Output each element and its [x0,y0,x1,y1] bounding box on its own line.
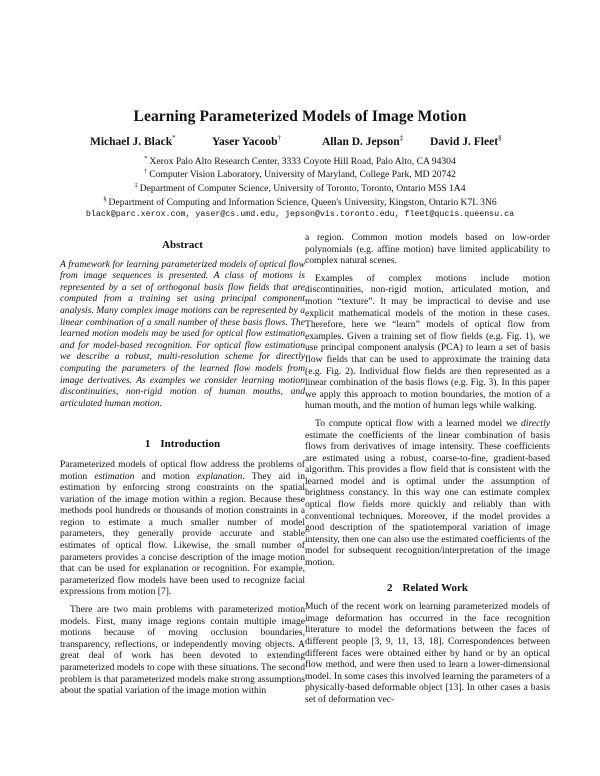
intro-paragraph-4: Examples of complex motions include motion discontinuities, non-rigid motion, articulated motion, and motion “texture”. It may be impractical to devise and use explicit mathematical models of the motion in these cases. Therefore, here we “learn” models of optical flow from examples. Given a training set of flow fields (e.g. Fig. 1), we use principal component analysis (PCA) to learn a set of basis flow fields that can be used to approximate the training data (e.g. Fig. 2). Individual flow fields are then represented as a linear combination of the basis flows (e.g. Fig. 3). In this paper we apply this approach to motion boundaries, the motion of a human mouth, and the motion of human legs while walking. [305,272,550,412]
author-black: Michael J. Black* [90,134,176,148]
affiliation-queens: § Department of Computing and Information Science, Queen's University, Kingston, Ontario K7L 3N6 [103,196,497,208]
right-column [305,232,550,706]
author-fleet: David J. Fleet§ [430,134,502,148]
intro-paragraph-1: Parameterized models of optical flow address the problems of motion estimation and motion explanation. They aid in estimation by enforcing strong constraints on the spatial variation of the image motion within a region. Because these methods pool hundreds or thousands of motion constraints in a region to estimate a much smaller number of model parameters, they generally provide accurate and stable estimates of optical flow. Likewise, the small number of parameters provides a concise description of the image motion that can be used for explanation or recognition. For example, parameterized flow models have been used to recognize facial expressions from motion [7]. [60,458,305,598]
intro-paragraph-5: To compute optical flow with a learned model we directly estimate the coefficients of the linear combination of basis flows from derivatives of image intensity. These coefficients are estimated using a robust, coarse-to-fine, gradient-based algorithm. This provides a flow field that is consistent with the learned model and is optimal under the assumption of brightness constancy. In this way one can estimate complex optical flow fields more quickly and reliably than with conventional techniques. Moreover, if the model provides a good description of the spatiotemporal variation of image intensity, then one can also use the estimated coefficients of the model for subsequent recognition/interpretation of the image motion. [305,417,550,569]
affiliation-maryland: † Computer Vision Laboratory, University of Maryland, College Park, MD 20742 [144,168,456,180]
author-jepson: Allan D. Jepson‡ [322,134,404,148]
affiliation-toronto: ‡ Department of Computer Science, University of Toronto, Toronto, Ontario M5S 1A4 [134,182,466,194]
author-yacoob: Yaser Yacoob† [212,134,281,148]
author-emails: black@parc.xerox.com, yaser@cs.umd.edu, jepson@vis.toronto.edu, fleet@qucis.queensu.ca [85,210,515,219]
section-heading-related-work: 2 Related Work [387,581,468,594]
section-heading-introduction: 1 Introduction [144,438,221,451]
intro-paragraph-3: a region. Common motion models based on low-order polynomials (e.g. affine motion) have limited applicability to complex natural scenes. [305,232,550,267]
abstract-text: A framework for learning parameterized models of optical flow from image sequences is presented. A class of motions is represented by a set of orthogonal basis flow fields that are computed from a training set using principal component analysis. Many complex image motions can be represented by a linear combination of a small number of these basis flows. The learned motion models may be used for optical flow estimation and for model-based recognition. For optical flow estimation we describe a robust, multi-resolution scheme for directly computing the parameters of the learned flow models from image derivatives. As examples we consider learning motion discontinuities, non-rigid motion of human mouths, and articulated human motion. [60,258,305,409]
author-list [66,134,536,150]
left-column [60,232,305,697]
related-paragraph-1: Much of the recent work on learning parameterized models of image deformation has occurred in the face recognition literature to model the deformations between the faces of different people [3, 9, 11, 13, 18]. Correspondences between different faces were obtained either by hand or by an optical flow method, and were then used to learn a lower-dimensional model. In some cases this involved learning the parameters of a physically-based deformable object [13]. In other cases a basis set of deformation vec- [305,601,550,705]
affiliation-xerox: * Xerox Palo Alto Research Center, 3333 Coyote Hill Road, Palo Alto, CA 94304 [144,155,456,167]
intro-paragraph-2: There are two main problems with parameterized motion models. First, many image regions contain multiple image motions because of moving occlusion boundaries, transparency, reflections, or independently moving objects. A great deal of work has been devoted to extending parameterized models to cope with these situations. The second problem is that parameterized models make strong assumptions about the spatial variation of the image motion within [60,604,305,697]
paper-title: Learning Parameterized Models of Image Motion [133,108,467,125]
abstract-heading: Abstract [162,239,203,251]
